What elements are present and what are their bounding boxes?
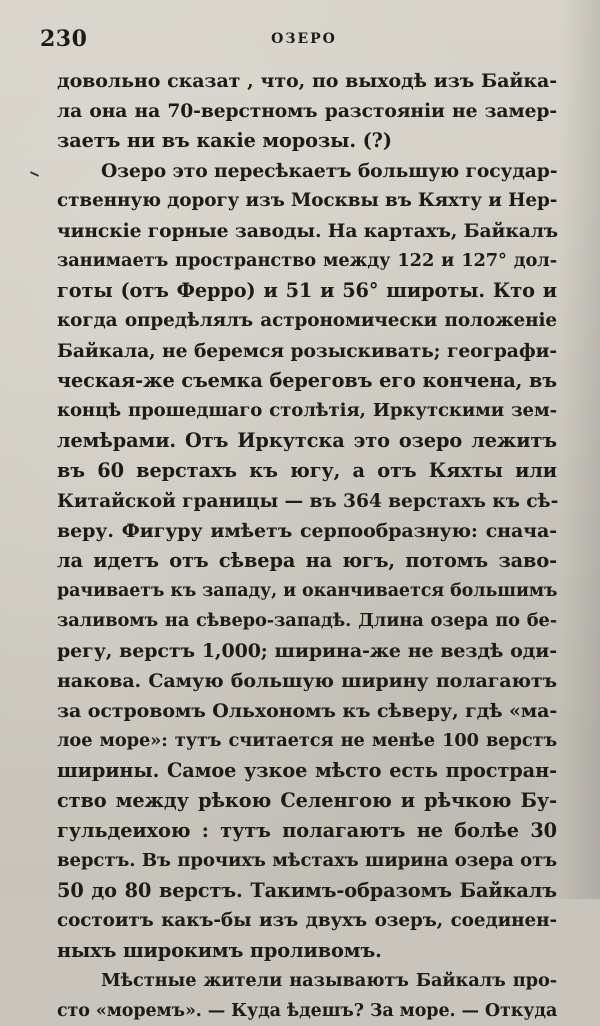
page-edge-shadow	[560, 0, 600, 899]
text-line: заливомъ на сѣверо-западѣ. Длина озера по бе-	[57, 610, 557, 631]
text-line: ственную дорогу изъ Москвы въ Кяхту и Нер-	[57, 190, 558, 211]
text-line: ство между рѣкою Селенгою и рѣчкою Бу-	[57, 789, 557, 812]
text-line: верстъ. Въ прочихъ мѣстахъ ширина озера отъ	[57, 850, 557, 871]
text-line: Китайской границы — въ 364 верстахъ къ сѣ-	[57, 490, 559, 512]
text-line: лемѣрами. Отъ Иркутска это озеро лежитъ	[57, 429, 557, 452]
text-line: 50 до 80 верстъ. Такимъ-образомъ Байкалъ	[57, 879, 557, 902]
text-line: накова. Самую большую ширину полагаютъ	[57, 670, 557, 692]
text-line: чинскіе горные заводы. На картахъ, Байкалъ	[57, 220, 559, 242]
text-line: ширины. Самое узкое мѣсто есть простран-	[57, 759, 557, 782]
running-head: ОЗЕРО	[271, 31, 337, 47]
text-line: веру. Фигуру имѣетъ серпообразную: снача-	[57, 520, 557, 542]
text-line: заетъ ни въ какіе морозы. (?)	[57, 129, 392, 152]
text-line: ла она на 70-верстномъ разстояніи не замер-	[57, 100, 557, 122]
text-line: ла идетъ отъ сѣвера на югъ, потомъ заво-	[57, 549, 557, 572]
text-line: ныхъ широкимъ проливомъ.	[57, 939, 382, 962]
text-line: рачиваетъ къ западу, и оканчивается большимъ	[57, 581, 558, 601]
text-line: довольно сказат , что, по выходѣ изъ Байка-	[57, 70, 557, 92]
text-line: занимаетъ пространство между 122 и 127° дол-	[57, 250, 557, 271]
text-line: когда опредѣлялъ астрономически положеніе	[57, 310, 557, 331]
text-line: Мѣстные жители называютъ Байкалъ про-	[101, 970, 557, 991]
text-line: концѣ прошедшаго столѣтія, Иркутскими зем-	[57, 400, 557, 421]
text-line: въ 60 верстахъ къ югу, а отъ Кяхты или	[57, 459, 557, 482]
text-line: гульдеихою : тутъ полагаютъ не болѣе 30	[57, 819, 557, 842]
text-line: сто «моремъ». — Куда ѣдешъ? За море. — Откуда	[57, 1001, 558, 1021]
text-line: Байкала, не беремся розыскивать; географи-	[57, 340, 557, 362]
text-line: готы (отъ Ферро) и 51 и 56° широты. Кто и	[57, 279, 557, 302]
page-number: 230	[40, 26, 88, 52]
text-line: за островомъ Ольхономъ къ сѣверу, гдѣ «ма-	[57, 700, 558, 722]
margin-mark	[30, 171, 39, 177]
text-line: состоитъ какъ-бы изъ двухъ озеръ, соединен-	[57, 910, 557, 931]
text-line: ческая-же съемка береговъ его кончена, въ	[57, 369, 557, 392]
text-line: лое море»: тутъ считается не менѣе 100 верстъ	[57, 730, 557, 751]
body-text	[57, 66, 557, 1026]
text-line: регу, верстъ 1,000; ширина-же не вездѣ оди-	[57, 640, 557, 662]
text-line: Озеро это пересѣкаетъ большую государ-	[101, 160, 558, 182]
page-header	[40, 26, 568, 56]
